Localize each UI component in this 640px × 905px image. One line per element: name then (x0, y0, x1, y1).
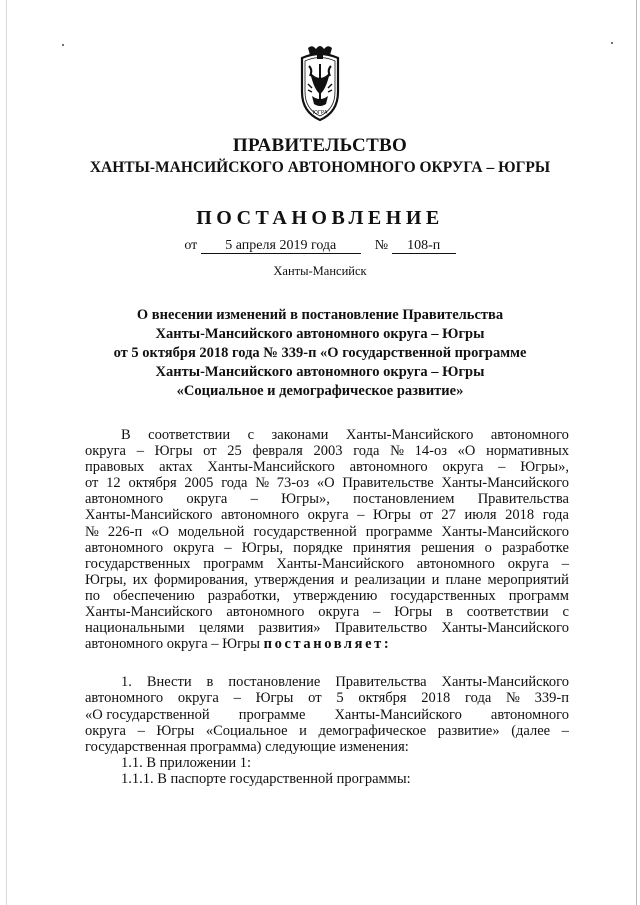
word: «Социальное (205, 722, 288, 739)
word: «О (151, 523, 169, 540)
word: «О государственной (85, 706, 210, 723)
city: Ханты-Мансийск (273, 264, 367, 278)
word: утверждению (293, 587, 378, 604)
subclause-1-1: 1.1. В приложении 1: (121, 754, 252, 771)
word: 2005 (184, 475, 214, 492)
word: февраля (252, 443, 303, 460)
word: в (206, 674, 214, 691)
clause-1-last-line: государственная программа) следующие изменения: (85, 738, 409, 755)
word: округа (173, 539, 215, 556)
word: их (132, 571, 148, 588)
word: Ханты-Мансийского (441, 620, 569, 637)
word: формирования, (153, 571, 248, 588)
word: года (542, 507, 569, 524)
word: В (121, 427, 131, 443)
word: от (419, 507, 433, 524)
date-number-line (0, 238, 640, 254)
word: правовых (85, 459, 145, 476)
clause-1-line (85, 674, 569, 690)
word: 2003 (313, 443, 343, 460)
word: автономного (85, 690, 164, 707)
title-line: Ханты-Мансийского автономного округа – Югры (155, 326, 485, 342)
word: обеспечению (113, 587, 195, 604)
number-prefix: № (374, 238, 389, 253)
word: Правительства (477, 491, 569, 508)
word: года (221, 475, 248, 492)
word: о (484, 539, 492, 556)
word: Правительство (334, 620, 428, 637)
word: округа (186, 491, 228, 508)
word: 27 (441, 507, 456, 524)
title-line: О внесении изменений в постановление Правительства (136, 307, 504, 323)
word: соответствии (466, 604, 549, 621)
document-date: 5 апреля 2019 года (201, 239, 361, 254)
word: Ханты-Мансийского (441, 674, 569, 691)
scan-speck (62, 44, 64, 46)
word: плане (445, 571, 482, 588)
word: № (506, 690, 520, 707)
preamble-line (85, 507, 569, 523)
word: и (299, 722, 307, 739)
word: 73-оз (276, 475, 310, 492)
word: Ханты-Мансийского (345, 427, 474, 443)
date-prefix: от (184, 238, 198, 253)
document-title (0, 306, 640, 401)
word: года (353, 443, 380, 460)
word: автономного (221, 507, 300, 524)
word: государственных (390, 587, 496, 604)
word: № (85, 523, 99, 540)
word: № (255, 475, 270, 492)
government-subtitle: ХАНТЫ-МАНСИЙСКОГО АВТОНОМНОГО ОКРУГА – ЮГРЫ (89, 159, 551, 176)
word: модельной (177, 523, 245, 540)
word: Правительства (335, 674, 427, 691)
preamble-line (85, 588, 569, 604)
word: № (390, 443, 404, 460)
word: округа (442, 459, 484, 476)
preamble-line (85, 556, 569, 572)
word: 339-п (534, 690, 569, 707)
word: и (340, 571, 349, 588)
word: 5 (336, 690, 344, 707)
emblem-text: ЮГРА (312, 110, 328, 116)
word: мероприятий (487, 571, 569, 588)
word: развития» (258, 620, 321, 637)
word: – (561, 722, 569, 739)
scan-speck (611, 42, 613, 44)
word: округа (85, 722, 126, 739)
word: автономного (416, 555, 495, 572)
word: национальными (85, 620, 185, 637)
word: Югры (394, 604, 433, 621)
word: разработки, (207, 587, 281, 604)
document-body (85, 427, 569, 787)
preamble-line (85, 540, 569, 556)
preamble-last-text: автономного округа – Югры (85, 636, 261, 653)
word: постановление (228, 674, 321, 691)
word: разработке (501, 539, 569, 556)
word: – (357, 507, 365, 524)
word: государственной (253, 523, 357, 540)
word: автономного (85, 491, 164, 508)
word: – (137, 722, 145, 739)
word: и (431, 571, 440, 588)
preamble-line (85, 620, 569, 636)
clause-1-line (85, 707, 569, 723)
word: округа (307, 507, 349, 524)
word: октября (358, 690, 407, 707)
word: округа (318, 604, 360, 621)
word: 1. (121, 674, 132, 691)
word: округа (507, 555, 549, 572)
word: – (561, 555, 569, 572)
word: Югры», (281, 491, 330, 508)
word: года (465, 690, 492, 707)
word: Ханты-Мансийского (276, 555, 404, 572)
word: от (308, 690, 322, 707)
word: законами (271, 427, 329, 443)
coat-of-arms-emblem (296, 44, 344, 122)
word: с (247, 427, 255, 443)
preamble-line (85, 443, 569, 459)
title-line: от 5 октября 2018 года № 339-п «О государственной программе (113, 345, 527, 361)
word: (далее (511, 722, 551, 739)
word: – (224, 539, 232, 556)
preamble-line (85, 524, 569, 540)
word: автономного (490, 427, 569, 443)
title-line: Ханты-Мансийского автономного округа – Югры (155, 364, 485, 380)
subclause-1-1-1: 1.1.1. В паспорте государственной программы: (121, 770, 411, 787)
word: Ханты-Мансийского (207, 459, 335, 476)
word: Правительстве (342, 475, 434, 492)
word: 226-п (107, 523, 143, 540)
preamble-line (85, 572, 569, 588)
word: – (233, 690, 241, 707)
word: актах (159, 459, 193, 476)
preamble-line (85, 604, 569, 620)
word: Югры», (520, 459, 569, 476)
word: Югры (255, 690, 294, 707)
decree-word: постановляет: (263, 636, 392, 653)
word: нормативных (486, 443, 569, 460)
word: Югры (154, 443, 193, 460)
word: автономного (349, 459, 428, 476)
word: автономного (226, 604, 305, 621)
word: 12 (106, 475, 121, 492)
word: порядке (293, 539, 343, 556)
word: в (446, 604, 453, 621)
word: Ханты-Мансийского (441, 523, 569, 540)
preamble-line (85, 459, 569, 475)
word: принятия (352, 539, 411, 556)
title-line: «Социальное и демографическое развитие» (176, 383, 464, 399)
word: соответствии (148, 427, 231, 443)
word: Ханты-Мансийского (85, 507, 213, 524)
word: «О (316, 475, 335, 492)
word: программе (365, 523, 433, 540)
word: от (203, 443, 217, 460)
word: демографическое (318, 722, 427, 739)
clause-1-paragraph (85, 674, 569, 738)
word: округа (85, 443, 126, 460)
word: утверждения (254, 571, 335, 588)
word: Югры (156, 722, 195, 739)
word: программ (203, 555, 264, 572)
word: по (85, 587, 101, 604)
word: постановлением (353, 491, 455, 508)
word: программ (508, 587, 569, 604)
word: решения (420, 539, 475, 556)
word: от (85, 475, 99, 492)
word: 2018 (505, 507, 535, 524)
word: с (562, 604, 569, 621)
preamble-paragraph (85, 427, 569, 636)
word: 14-оз (414, 443, 447, 460)
word: 2018 (421, 690, 451, 707)
word: государственных (85, 555, 191, 572)
word: – (136, 443, 144, 460)
preamble-line (85, 475, 569, 491)
word: «О (457, 443, 476, 460)
clause-1-line (85, 723, 569, 739)
word: развитие» (437, 722, 500, 739)
word: Ханты-Мансийского (85, 604, 213, 621)
clause-1-line (85, 690, 569, 706)
preamble-line (85, 427, 569, 443)
word: Югры (373, 507, 411, 524)
word: целями (199, 620, 245, 637)
word: программе (238, 706, 306, 723)
word: Югры, (85, 571, 127, 588)
word: – (498, 459, 506, 476)
word: реализации (354, 571, 426, 588)
word: – (373, 604, 381, 621)
word: Ханты-Мансийского (334, 706, 462, 723)
word: автономного (490, 706, 569, 723)
preamble-line (85, 491, 569, 507)
word: октября (128, 475, 177, 492)
word: 25 (227, 443, 242, 460)
government-title: ПРАВИТЕЛЬСТВО (232, 135, 408, 156)
word: Югры, (241, 539, 284, 556)
word: Ханты-Мансийского (441, 475, 569, 492)
word: автономного (85, 539, 164, 556)
word: – (250, 491, 258, 508)
word: Внести (146, 674, 192, 691)
document-number: 108-п (392, 239, 456, 254)
word: округа (177, 690, 219, 707)
document-type: ПОСТАНОВЛЕНИЕ (196, 207, 444, 229)
word: июля (464, 507, 497, 524)
preamble-last-line (85, 636, 569, 652)
